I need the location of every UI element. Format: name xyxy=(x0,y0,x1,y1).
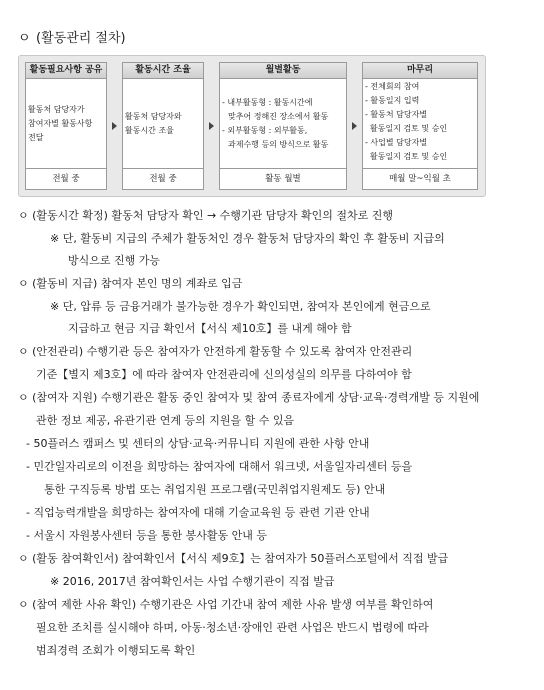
step-body-line: - 사업별 담당자별 xyxy=(365,138,428,147)
step-title: 월별활동 xyxy=(220,63,346,79)
step-body-line: 전달 xyxy=(28,133,44,142)
step-body-line: 활동일지 검토 및 승인 xyxy=(370,124,448,133)
step-timing: 활동 월별 xyxy=(220,168,346,189)
dash-item-line: 통한 구직등록 방법 또는 취업지원 프로그램(국민취업지원제도 등) 안내 xyxy=(44,483,386,496)
step-body-line: 활동일지 검토 및 승인 xyxy=(370,152,448,161)
dash-item-line: - 민간일자리로의 이전을 희망하는 참여자에 대해서 워크넷, 서울일자리센터 등을 xyxy=(26,460,413,473)
dash-item-line: - 직업능력개발을 희망하는 참여자에 대해 기술교육원 등 관련 기관 안내 xyxy=(26,506,370,519)
step-box-share xyxy=(25,62,107,190)
step-title: 마무리 xyxy=(363,63,477,79)
paragraph-line: ㅇ (활동시간 확정) 활동처 담당자 확인 → 수행기관 담당자 확인의 절차로 진행 xyxy=(18,209,394,222)
step-body-line: 활동처 담당자와 xyxy=(125,112,182,121)
step-body-line: - 활동일지 입력 xyxy=(365,96,420,105)
step-body xyxy=(125,79,201,169)
step-body-line: - 활동처 담당자별 xyxy=(365,110,428,119)
dash-item-line: - 서울시 자원봉사센터 등을 통한 봉사활동 안내 등 xyxy=(26,529,267,542)
circle-bullet-icon: ㅇ xyxy=(18,31,31,46)
heading-text: (활동관리 절차) xyxy=(36,31,126,46)
arrow-right-icon xyxy=(112,122,117,130)
step-box-wrapup xyxy=(362,62,478,190)
dash-item-line: - 50플러스 캠퍼스 및 센터의 상담·교육·커뮤니티 지원에 관한 사항 안내 xyxy=(26,437,370,450)
step-timing: 전월 중 xyxy=(26,168,106,189)
section-heading xyxy=(18,27,126,46)
step-body-line: 과제수행 등의 방식으로 활동 xyxy=(228,140,329,149)
step-body-line: 활동시간 조율 xyxy=(125,126,174,135)
note-line: 지급하고 현금 지급 확인서【서식 제10호】를 내게 해야 함 xyxy=(68,322,352,335)
step-body-line: 활동처 담당자가 xyxy=(28,105,85,114)
step-body-line: 참여자별 활동사항 xyxy=(28,119,93,128)
step-body-line: - 외부활동형 : 외부활동, xyxy=(222,126,308,135)
step-title: 활동시간 조율 xyxy=(123,63,203,79)
step-title: 활동필요사항 공유 xyxy=(26,63,106,79)
step-body xyxy=(365,79,475,169)
step-box-monthly xyxy=(219,62,347,190)
step-timing: 전월 중 xyxy=(123,168,203,189)
step-body-line: - 내부활동형 : 활동시간에 xyxy=(222,98,313,107)
step-box-schedule xyxy=(122,62,204,190)
note-line: ※ 단, 압류 등 금융거래가 불가능한 경우가 확인되면, 참여자 본인에게 현금으로 xyxy=(50,300,431,313)
paragraph-line: 관한 정보 제공, 유관기관 연계 등의 지원을 할 수 있음 xyxy=(36,414,295,427)
paragraph-line: ㅇ (활동 참여확인서) 참여확인서【서식 제9호】는 참여자가 50플러스포털에서 직접 발급 xyxy=(18,552,449,565)
paragraph-line: ㅇ (참여자 지원) 수행기관은 활동 중인 참여자 및 참여 종료자에게 상담·교육·경력개발 등 지원에 xyxy=(18,391,480,404)
paragraph-line: 범죄경력 조회가 이행되도록 확인 xyxy=(36,644,196,657)
note-line: 방식으로 진행 가능 xyxy=(68,254,161,267)
arrow-right-icon xyxy=(209,122,214,130)
step-body xyxy=(222,79,344,169)
paragraph-line: ㅇ (안전관리) 수행기관 등은 참여자가 안전하게 활동할 수 있도록 참여자 안전관리 xyxy=(18,345,413,358)
step-body-line: - 전체회의 참여 xyxy=(365,82,420,91)
paragraph-line: ㅇ (참여 제한 사유 확인) 수행기관은 사업 기간내 참여 제한 사유 발생 여부를 확인하여 xyxy=(18,598,434,611)
process-diagram xyxy=(18,55,486,197)
arrow-right-icon xyxy=(352,122,357,130)
paragraph-line: ㅇ (활동비 지급) 참여자 본인 명의 계좌로 입금 xyxy=(18,277,243,290)
paragraph-line: 필요한 조치를 실시해야 하며, 아동·청소년·장애인 관련 사업은 반드시 법령에 따라 xyxy=(36,621,429,634)
step-body-line: 맞추어 정해진 장소에서 활동 xyxy=(228,112,329,121)
note-line: ※ 2016, 2017년 참여확인서는 사업 수행기관이 직접 발급 xyxy=(50,575,335,588)
step-body xyxy=(28,79,104,169)
step-timing: 매월 말~익월 초 xyxy=(363,168,477,189)
note-line: ※ 단, 활동비 지급의 주체가 활동처인 경우 활동처 담당자의 확인 후 활동비 지급의 xyxy=(50,232,445,245)
paragraph-line: 기준【별지 제3호】에 따라 참여자 안전관리에 신의성실의 의무를 다하여야 함 xyxy=(36,368,412,381)
